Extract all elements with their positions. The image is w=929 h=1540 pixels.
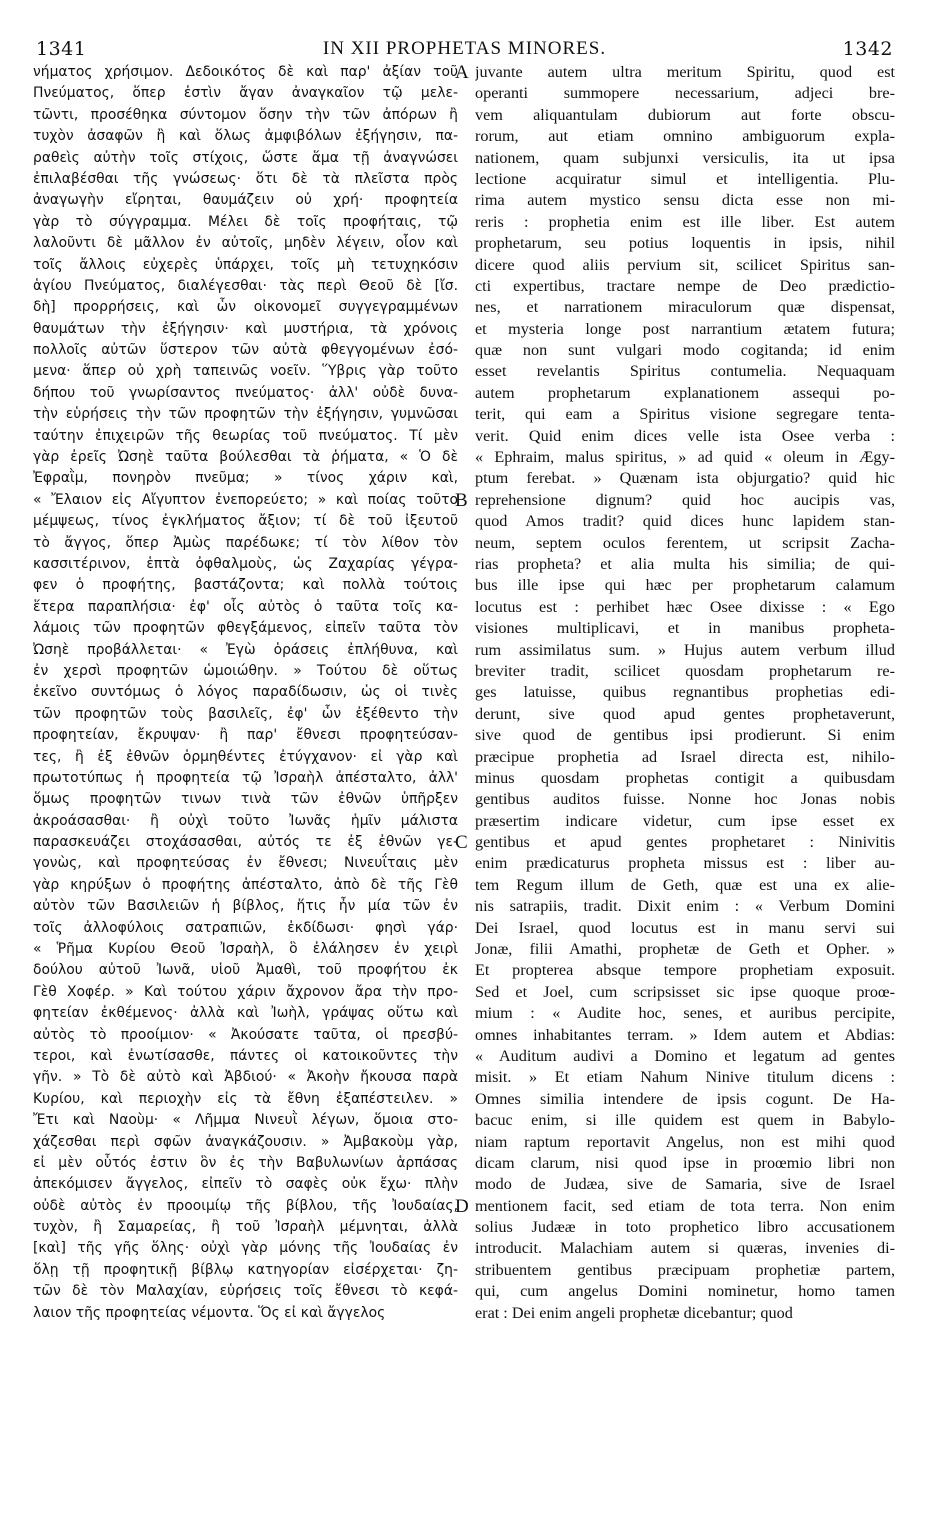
greek-text-line: λαλοῦντι δὲ μᾶλλον ἐν αὐτοῖς, μηδὲν λέγειν, οἷον καὶ: [33, 235, 458, 252]
latin-text-line: omnes inhabitantes terram. » Idem autem et Abdias:: [475, 1025, 895, 1044]
latin-text-line: sive quod de gentibus ipsi prodierunt. Si enim: [475, 726, 895, 745]
latin-text-line: rorum, aut etiam omnino ambiguorum expla-: [475, 127, 895, 146]
page-number-right: 1342: [842, 38, 893, 60]
latin-text-line: stribuentem gentibus præcipuam prophetiæ partem,: [475, 1260, 895, 1279]
latin-text-line: gentibus auditos fuisse. Nonne hoc Jonas nobis: [475, 790, 895, 809]
latin-text-line: « Ephraim, malus spiritus, » ad quid « oleum in Ægy-: [475, 448, 895, 467]
greek-text-line: πολλοῖς αὐτῶν ὕστερον τῶν αὐτὰ φθεγγομένων ἐσό-: [33, 342, 458, 359]
latin-text-line: neum, septem oculos ferentem, ut scripsit Zacha-: [475, 533, 895, 552]
latin-text-line: Omnes similia intendere de ipsis cogunt. De Ha-: [475, 1089, 895, 1108]
latin-text-line: misit. » Et etiam Nahum Ninive titulum dicens :: [475, 1068, 895, 1087]
greek-text-line: ἀναγωγὴν εἴρηται, θαυμάζειν οὐ χρή· προφητεία: [33, 192, 458, 209]
latin-text-line: esset revelantis Spiritus contumelia. Nequaquam: [475, 362, 895, 381]
greek-text-line: γονὼς, καὶ προφητεύσας ἐν ἔθνεσι; Νινευΐταις μὲν: [33, 855, 458, 872]
greek-text-line: εἰ μὲν οὗτός ἐστιν ὃν ἐς τὴν Βαβυλωνίων ἁρπάσας: [33, 1154, 458, 1171]
margin-marker: A: [455, 62, 469, 83]
greek-text-line: Κυρίου, καὶ περιοχὴν εἰς τὰ ἔθνη ἐξαπέστειλεν. »: [33, 1090, 458, 1107]
greek-text-line: γὰρ κηρύξων ὁ προφήτης ἀπέσταλτο, ἀπὸ δὲ τῆς Γὲθ: [33, 876, 458, 893]
latin-text-line: locutus est : perhibet hæc Osee dixisse : « Ego: [475, 597, 895, 616]
margin-marker: C: [455, 832, 468, 854]
latin-text-line: niam raptum reportavit Angelus, non est mihi quod: [475, 1132, 895, 1151]
greek-text-line: αὐτὸν τῶν Βασιλειῶν ἡ βίβλος, ἥτις ἦν μία τῶν ἐν: [33, 898, 458, 915]
margin-marker: B: [455, 490, 468, 511]
greek-text-line: προφητείαν, ἔκρυψαν· ἢ παρ' ἔθνεσι προφητεύσαν-: [33, 727, 458, 744]
latin-text-line: et mysteria longe post narrantium ætatem futura;: [475, 319, 895, 338]
latin-text-line: cti expertibus, tractare nempe de Deo prædictio-: [475, 276, 895, 295]
greek-text-line: ὅλῃ τῇ προφητικῇ βίβλῳ κατηγορίαν εἰσέρχεται· ζη-: [33, 1261, 458, 1278]
greek-text-line: τεροι, καὶ ἐνωτίσασθε, πάντες οἱ κατοικοῦντες τὴν: [33, 1047, 458, 1064]
greek-text-line: ἀπεκόμισεν ἄγγελος, εἰπεῖν τὸ σαφὲς οὐκ ἔχω· πλὴν: [33, 1176, 458, 1193]
greek-text-line: δούλου αὐτοῦ Ἰωνᾶ, υἱοῦ Ἀμαθὶ, τοῦ προφήτου ἐκ: [33, 962, 458, 979]
greek-text-line: τες, ἢ ἐξ ἐθνῶν ὁρμηθέντες ἐτύγχανον· εἰ γὰρ καὶ: [33, 748, 458, 765]
latin-text-line: quod Amos tradit? quid dices hunc lapidem stan-: [475, 512, 895, 531]
latin-text-line: præsertim indicare videtur, cum ipse esset ex: [475, 811, 895, 830]
greek-text-line: ἕτερα παραπλήσια· ἐφ' οἷς αὐτὸς ὁ ταῦτα τοῖς κα-: [33, 598, 458, 615]
latin-text-line: quæ non sunt vulgari modo cogitanda; id enim: [475, 341, 895, 360]
latin-text-line: Et propterea absque tempore prophetiam exposuit.: [475, 961, 895, 980]
latin-text-line: modo de Judæa, sive de Samaria, sive de Israel: [475, 1175, 895, 1194]
latin-text-line: reprehensione dignum? quid hoc aucipis vas,: [475, 490, 895, 509]
greek-column: [33, 62, 458, 1324]
latin-text-line: « Auditum audivi a Domino et legatum ad gentes: [475, 1046, 895, 1065]
greek-text-line: φητείαν ἐκθέμενος· ἀλλὰ καὶ Ἰωὴλ, γράψας οὕτω καὶ: [33, 1005, 458, 1022]
latin-text-line: solius Judææ in toto prophetico libro accusationem: [475, 1218, 895, 1237]
latin-text-line: dicere quod aliis pervium sit, scilicet Spiritus san-: [475, 255, 895, 274]
greek-text-line: [καὶ] τῆς γῆς ὅλης· οὐχὶ γὰρ μόνης τῆς Ἰουδαίας ἐν: [33, 1240, 458, 1257]
greek-text-line: λαιον τῆς προφητείας νέμοντα. Ὅς εἰ καὶ ἄγγελος: [33, 1304, 386, 1321]
latin-text-line: lectione acquiratur simul et intelligentia. Plu-: [475, 169, 895, 188]
latin-text-line: tem Regum illum de Geth, quæ est una ex alie-: [475, 875, 895, 894]
greek-text-line: γῆν. » Τὸ δὲ αὐτὸ καὶ Ἀβδιού· « Ἀκοὴν ἤκουσα παρὰ: [33, 1069, 458, 1086]
greek-text-line: « Ῥῆμα Κυρίου Θεοῦ Ἰσραὴλ, ὃ ἐλάλησεν ἐν χειρὶ: [33, 941, 458, 958]
latin-text-line: prophetarum, seu potius loquentis in ipsis, nihil: [475, 234, 895, 253]
greek-text-line: Ἔτι καὶ Ναοὺμ· « Λῆμμα Νινευῒ λέγων, ὅμοια στο-: [33, 1112, 458, 1129]
latin-text-line: introducit. Malachiam autem si quæras, invenies di-: [475, 1239, 895, 1258]
greek-text-line: τῶν προφητῶν τοὺς βασιλεῖς, ἐφ' ὧν ἐξέθεντο τὴν: [33, 705, 458, 722]
latin-text-line: erat : Dei enim angeli prophetæ dicebantur; quod: [475, 1303, 793, 1322]
greek-text-line: « Ἔλαιον εἰς Αἴγυπτον ἐνεπορεύετο; » καὶ ποίας τοῦτο: [33, 491, 458, 508]
greek-text-line: νήματος χρήσιμον. Δεδοικότος δὲ καὶ παρ' ἀξίαν τοῦ: [33, 64, 458, 80]
greek-text-line: Ἐφραῒμ, πονηρὸν πνεῦμα; » τίνος χάριν καὶ,: [33, 470, 458, 487]
greek-text-line: λάμοις τῶν προφητῶν φθεγξάμενος, εἰπεῖν ταῦτα τὸν: [33, 620, 458, 637]
latin-text-line: ges latuisse, quibus regnantibus prophetias edi-: [475, 683, 895, 702]
latin-text-line: nationem, quam subjunxi versiculis, ita ut ipsa: [475, 148, 895, 167]
greek-text-line: ἀκροάσασθαι· ἢ οὐχὶ τοῦτο Ἰωνᾶς ἡμῖν μάλιστα: [33, 812, 458, 829]
latin-text-line: nis satrapiis, tradit. Dixit enim : « Verbum Domini: [475, 897, 895, 916]
greek-text-line: τοῖς ἄλλοις εὐχερὲς ὑπάρχει, τοῖς μὴ τετυχηκόσιν: [33, 256, 458, 273]
greek-text-line: μέμψεως, τίνος ἐγκλήματος ἄξιον; τί δὲ τοῦ ἰξευτοῦ: [33, 513, 458, 530]
greek-text-line: ἐπιλαβέσθαι τῆς γνώσεως· ὅτι δὲ τὰ πλεῖστα πρὸς: [33, 170, 458, 187]
latin-text-line: qui, cum angelus Domini nominetur, homo tamen: [475, 1282, 895, 1301]
latin-text-line: Sed et Joel, cum scripsisset sic ipse quoque proœ-: [475, 982, 895, 1001]
latin-text-line: ptum ferebat. » Quænam ista objurgatio? quid hic: [475, 469, 895, 488]
greek-text-line: δὴ] προρρήσεις, καὶ ὧν οἰκονομεῖ συγγεγραμμένων: [33, 299, 458, 316]
greek-text-line: τυχὸν ἀσαφῶν ἢ καὶ ὅλως ἀμφιβόλων ἐξήγησιν, πα-: [33, 128, 458, 145]
greek-text-line: θαυμάτων τὴν ἐξήγησιν· καὶ μυστήρια, τὰ χρόνοις: [33, 320, 458, 337]
greek-text-line: Ὠσηὲ προβάλλεται· « Ἐγὼ ὁράσεις ἐπλήθυνα, καὶ: [33, 641, 458, 658]
greek-text-line: ὅμως προφητῶν τινων τινὰ τῶν ἐθνῶν ὑπῆρξεν: [33, 791, 458, 808]
greek-text-line: χάζεσθαι περὶ σφῶν ἀναγκάζουσιν. » Ἀμβακοὺμ γὰρ,: [33, 1133, 458, 1150]
latin-text-line: breviter tradit, scilicet quosdam prophetarum re-: [475, 661, 895, 680]
greek-text-line: τὴν εὑρήσεις τὴν τῶν προφητῶν τὴν ἐξήγησιν, γυμνῶσαι: [33, 406, 458, 423]
latin-column: [475, 62, 895, 1324]
latin-text-line: gentibus et apud gentes prophetaret : Ninivitis: [475, 833, 895, 852]
latin-text-line: terit, qui eam a Spiritus visione segregare tenta-: [475, 405, 895, 424]
latin-text-line: Jonæ, filii Amathi, prophetæ de Geth et Opher. »: [475, 940, 895, 959]
latin-text-line: Dei Israel, quod locutus est in manu servi sui: [475, 918, 895, 937]
greek-text-line: δήπου τοῦ γνωρίσαντος πνεύματος· ἀλλ' οὐδὲ δυνα-: [33, 384, 458, 401]
greek-text-line: τὸ ἄγγος, ὅπερ Ἀμὼς παρέδωκε; τί τὸν λίθον τὸν: [33, 534, 458, 551]
greek-text-line: ἐν χερσὶ προφητῶν ὡμοιώθην. » Τούτου δὲ οὕτως: [33, 662, 458, 679]
greek-text-line: τῶντι, προσέθηκα σύντομον ὅσην τὴν τῶν ἀπόρων ἢ: [33, 106, 458, 123]
latin-text-line: visiones multiplicavi, et in manibus propheta-: [475, 619, 895, 638]
greek-text-line: ταύτην ἐπιχειρῶν τῆς θεωρίας τοῦ πνεύματος. Τί μὲν: [33, 427, 458, 444]
greek-text-line: αὐτὸς τὸ προοίμιον· « Ἀκούσατε ταῦτα, οἱ πρεσβύ-: [33, 1026, 458, 1043]
greek-text-line: Γὲθ Χοφέρ. » Καὶ τούτου χάριν ἄχρονον ἄρα τὴν προ-: [33, 983, 458, 1000]
latin-text-line: bacuc enim, si ille quidem est quem in Babylo-: [475, 1111, 895, 1130]
latin-text-line: minus quosdam prophetas contigit a quibusdam: [475, 768, 895, 787]
latin-text-line: dicam clarum, nisi quod ipse in proœmio libri non: [475, 1153, 895, 1172]
latin-text-line: autem prophetarum explanationem assequi po-: [475, 383, 895, 402]
latin-text-line: rias propheta? et alia multa his similia; de qui-: [475, 554, 895, 573]
latin-text-line: enim prædicaturus propheta missus est : liber au-: [475, 854, 895, 873]
greek-text-line: μενα· ἅπερ οὐ χρὴ ταπεινῶς νοεῖν. Ὕβρις γὰρ τοῦτο: [33, 363, 458, 380]
greek-text-line: κασσιτέρινον, ἑπτὰ ὀφθαλμοὺς, ὡς Ζαχαρίας γέγρα-: [33, 555, 458, 572]
latin-text-line: rum assimilatus sum. » Hujus autem verbum illud: [475, 640, 895, 659]
latin-text-line: juvante autem ultra meritum Spiritu, quod est: [475, 63, 895, 81]
latin-text-line: bus ille ipse qui hæc per prophetarum calamum: [475, 576, 895, 595]
latin-text-line: operanti summopere necessarium, adjeci bre-: [475, 84, 895, 103]
greek-text-line: φεν ὁ προφήτης, βαστάζοντα; καὶ πολλὰ τούτοις: [33, 577, 458, 594]
latin-text-line: verit. Quid enim dices velle ista Osee verba :: [475, 426, 895, 445]
greek-text-line: παρασκευάζει στοχάσασθαι, αὐτός τε ἐξ ἐθνῶν γε-: [33, 834, 458, 851]
greek-text-line: τῶν δὲ τὸν Μαλαχίαν, εὑρήσεις τοῖς ἔθνεσι τὸ κεφά-: [33, 1283, 458, 1300]
latin-text-line: vem aliquantulam dubiorum aut forte obscu-: [475, 105, 895, 124]
latin-text-line: nes, et narrationem miraculorum quæ dispensat,: [475, 298, 895, 317]
latin-text-line: mentionem facit, sed etiam de tota terra. Non enim: [475, 1196, 895, 1215]
latin-text-line: reris : prophetia enim est ille liber. Est autem: [475, 212, 895, 231]
latin-text-line: præcipue prophetia ad Israel directa est, nihilo-: [475, 747, 895, 766]
greek-text-line: γὰρ ἐρεῖς Ὠσηὲ ταῦτα βούλεσθαι τὰ ῥήματα, « Ὁ δὲ: [33, 449, 458, 466]
greek-text-line: ἐκεῖνο συντόμως ὁ λόγος παραδίδωσιν, ὡς οἱ τινὲς: [33, 684, 458, 701]
greek-text-line: ἁγίου Πνεύματος, διαλέγεσθαι· τὰς περὶ Θεοῦ δὲ [ἴσ.: [33, 277, 458, 294]
greek-text-line: γὰρ τὸ σύγγραμμα. Μέλει δὲ τοῖς προφήταις, τῷ: [33, 213, 458, 230]
greek-text-line: Πνεύματος, ὅπερ ἐστὶν ἄγαν ἀναγκαῖον τῷ μελε-: [33, 85, 458, 102]
greek-text-line: τυχὸν, ἢ Σαμαρείας, ἢ τοῦ Ἰσραὴλ μέμνηται, ἀλλὰ: [33, 1219, 458, 1236]
greek-text-line: τοῖς ἀλλοφύλοις σατραπιῶν, ἐκδίδωσι· φησὶ γάρ·: [33, 919, 458, 936]
latin-text-line: derunt, sive quod apud gentes prophetaverunt,: [475, 704, 895, 723]
margin-marker: D: [455, 1196, 469, 1218]
greek-text-line: ραθεὶς αὐτὴν τοῖς στίχοις, ὥστε ἅμα τῇ ἀναγνώσει: [33, 149, 458, 166]
greek-text-line: οὐδὲ αὐτὸς ἐν προοιμίῳ τῆς βίβλου, τῆς Ἰουδαίας,: [33, 1197, 458, 1214]
running-title: IN XII PROPHETAS MINORES.: [322, 38, 607, 59]
greek-text-line: πρωτοτύπως ἡ προφητεία τῷ Ἰσραὴλ ἀπέσταλτο, ἀλλ': [33, 769, 458, 786]
latin-text-line: rima autem mystico sensu dicta esse non mi-: [475, 191, 895, 210]
page-number-left: 1341: [36, 38, 87, 60]
latin-text-line: mium : « Audite hoc, senes, et auribus percipite,: [475, 1004, 895, 1023]
